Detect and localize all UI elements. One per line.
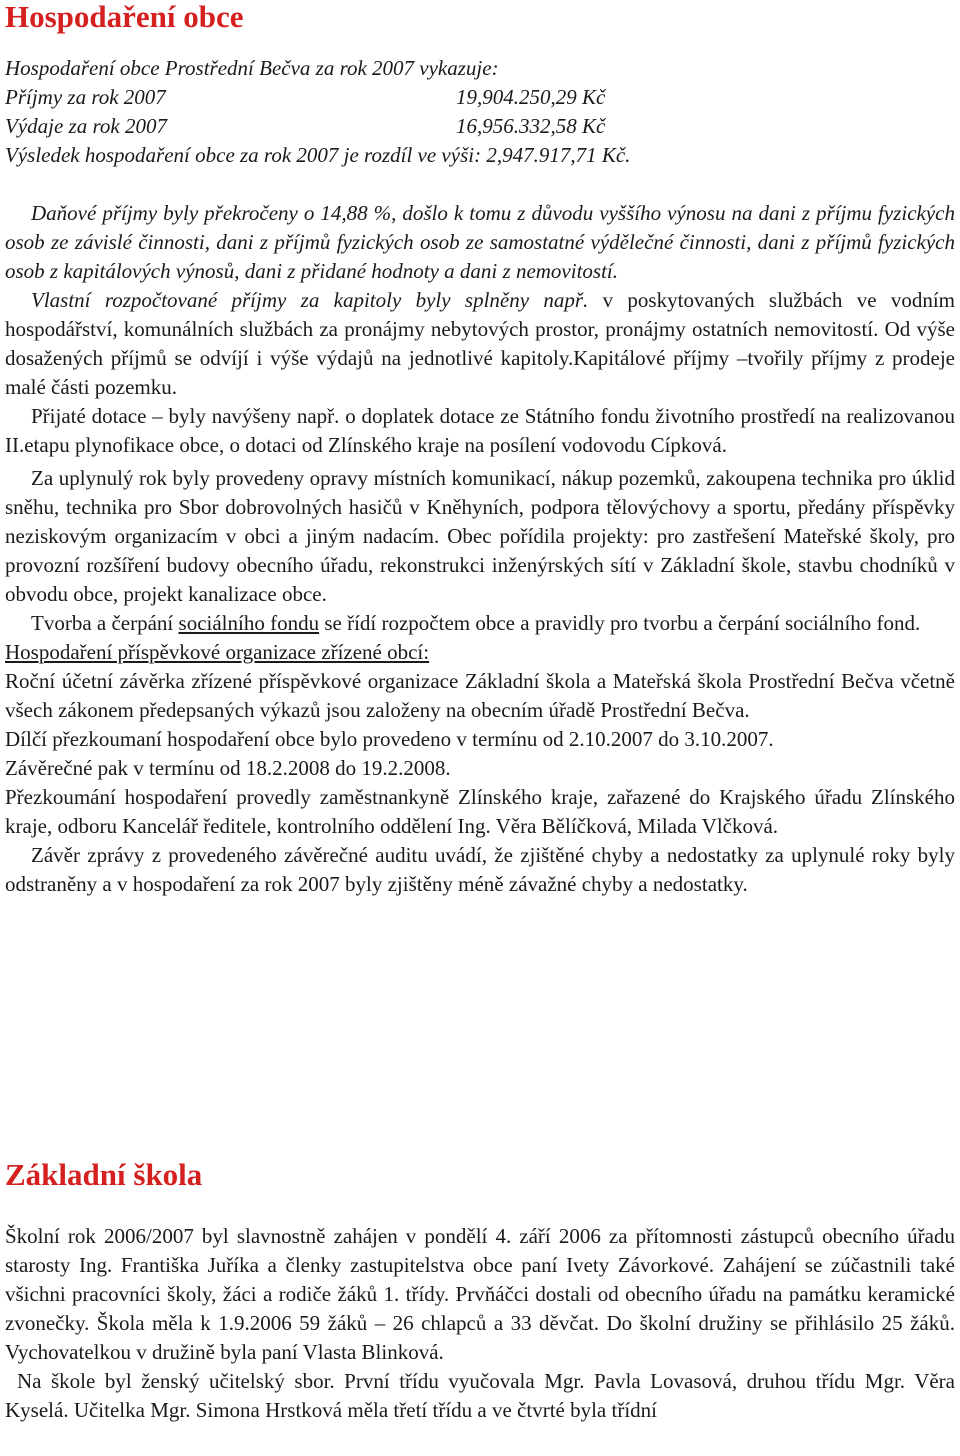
subsidies-paragraph: Přijaté dotace – byly navýšeny např. o doplatek dotace ze Státního fondu životního prostředí na realizovanou II.etapu plynofikace obce, o dotaci od Zlínského kraje na posílení vodovodu Cípková. <box>5 404 955 457</box>
intro-line: Hospodaření obce Prostřední Bečva za rok 2007 vykazuje: <box>5 56 499 80</box>
income-line <box>5 83 955 112</box>
social-fund-underlined: sociálního fondu <box>178 611 320 635</box>
expense-line <box>5 112 955 141</box>
repairs-paragraph: Za uplynulý rok byly provedeny opravy místních komunikací, nákup pozemků, zakoupena technika pro úklid sněhu, technika pro Sbor dobrovolných hasičů v Kněhyních, podpora tělovýchovy a sportu, předány příspěvky neziskovým organizacím v obci a jiným nadacím. Obec pořídila projekty: pro zastřešení Mateřské školy, pro provozní rozšíření budovy obecního úřadu, rekonstrukci inženýrských sítí v Základní škole, stavbu chodníků v obvodu obce, projekt kanalizace obce. <box>5 466 955 606</box>
own-income-rest: v poskytovaných službách ve vodním hospodářství, komunálních službách za pronájmy nebytových prostor, pronájmy ostatních nemovitostí. Od výše dosažených příjmů se odvíjí i výše výdajů na jednotlivé kapitoly.Kapitálové příjmy –tvořily příjmy z prodeje malé části pozemku. <box>5 288 955 399</box>
expense-value: 16,956.332,58 Kč <box>456 114 606 138</box>
org-paragraph: Roční účetní závěrka zřízené příspěvkové organizace Základní škola a Mateřská škola Prostřední Bečva včetně všech zákonem předepsaných výkazů jsou založeny na obecním úřadě Prostřední Bečva. <box>5 669 955 722</box>
audit-partial: Dílčí přezkoumaní hospodaření obce bylo provedeno v termínu od 2.10.2007 do 3.10.2007. <box>5 727 774 751</box>
social-fund-paragraph <box>5 609 955 638</box>
result-line: Výsledek hospodaření obce za rok 2007 je rozdíl ve výši: 2,947.917,71 Kč. <box>5 143 631 167</box>
audit-conclusion: Závěr zprávy z provedeného závěrečné auditu uvádí, že zjištěné chyby a nedostatky za uplynulé roky byly odstraněny a v hospodaření za rok 2007 byly zjištěny méně závažné chyby a nedostatky. <box>5 843 955 896</box>
section-title-zakladni-skola: Základní škola <box>5 1157 203 1192</box>
own-income-paragraph <box>5 286 955 402</box>
income-label: Příjmy za rok 2007 <box>5 85 166 109</box>
income-value: 19,904.250,29 Kč <box>456 85 606 109</box>
section-title-hospodareni: Hospodaření obce <box>5 0 244 34</box>
tax-paragraph: Daňové příjmy byly překročeny o 14,88 %, došlo k tomu z důvodu vyššího výnosu na dani z příjmu fyzických osob ze závislé činnosti, dani z příjmů fyzických osob ze samostatné výdělečné činnosti, dani z příjmů fyzických osob z kapitálových výnosů, dani z přidané hodnoty a dani z nemovitostí. <box>5 201 955 283</box>
social-fund-after: se řídí rozpočtem obce a pravidly pro tvorbu a čerpání sociálního fond. <box>319 611 921 635</box>
own-income-italic: Vlastní rozpočtované příjmy za kapitoly byly splněny např. <box>31 288 589 312</box>
income-details-block <box>5 199 955 899</box>
expense-label: Výdaje za rok 2007 <box>5 114 167 138</box>
audit-staff: Přezkoumání hospodaření provedly zaměstnankyně Zlínského kraje, zařazené do Krajského úřadu Zlínského kraje, odboru Kancelář ředitele, kontrolního oddělení Ing. Věra Bělíčková, Milada Vlčková. <box>5 785 955 838</box>
school-opening-paragraph: Školní rok 2006/2007 byl slavnostně zahájen v pondělí 4. září 2006 za přítomnosti zástupců obecního úřadu starosty Ing. Františka Juříka a členky zastupitelstva obce paní Ivety Závorkové. Zahájení se zúčastnili také všichni pracovníci školy, žáci a rodiče žáků 1. třídy. Prvňáčci dostali od obecního úřadu na památku keramické zvonečky. Škola měla k 1.9.2006 59 žáků – 26 chlapců a 33 děvčat. Do školní družiny se přihlásilo 25 žáků. Vychovatelkou v družině byla paní Vlasta Blinková. <box>5 1224 955 1364</box>
audit-final: Závěrečné pak v termínu od 18.2.2008 do 19.2.2008. <box>5 756 451 780</box>
org-heading: Hospodaření příspěvkové organizace zřízené obcí: <box>5 640 430 664</box>
summary-block <box>5 54 955 170</box>
school-block <box>5 1222 955 1425</box>
school-staff-paragraph: Na škole byl ženský učitelský sbor. První třídu vyučovala Mgr. Pavla Lovasová, druhou třídu Mgr. Věra Kyselá. Učitelka Mgr. Simona Hrstková měla třetí třídu a ve čtvrté byla třídní <box>5 1369 955 1422</box>
social-fund-before: Tvorba a čerpání <box>31 611 179 635</box>
